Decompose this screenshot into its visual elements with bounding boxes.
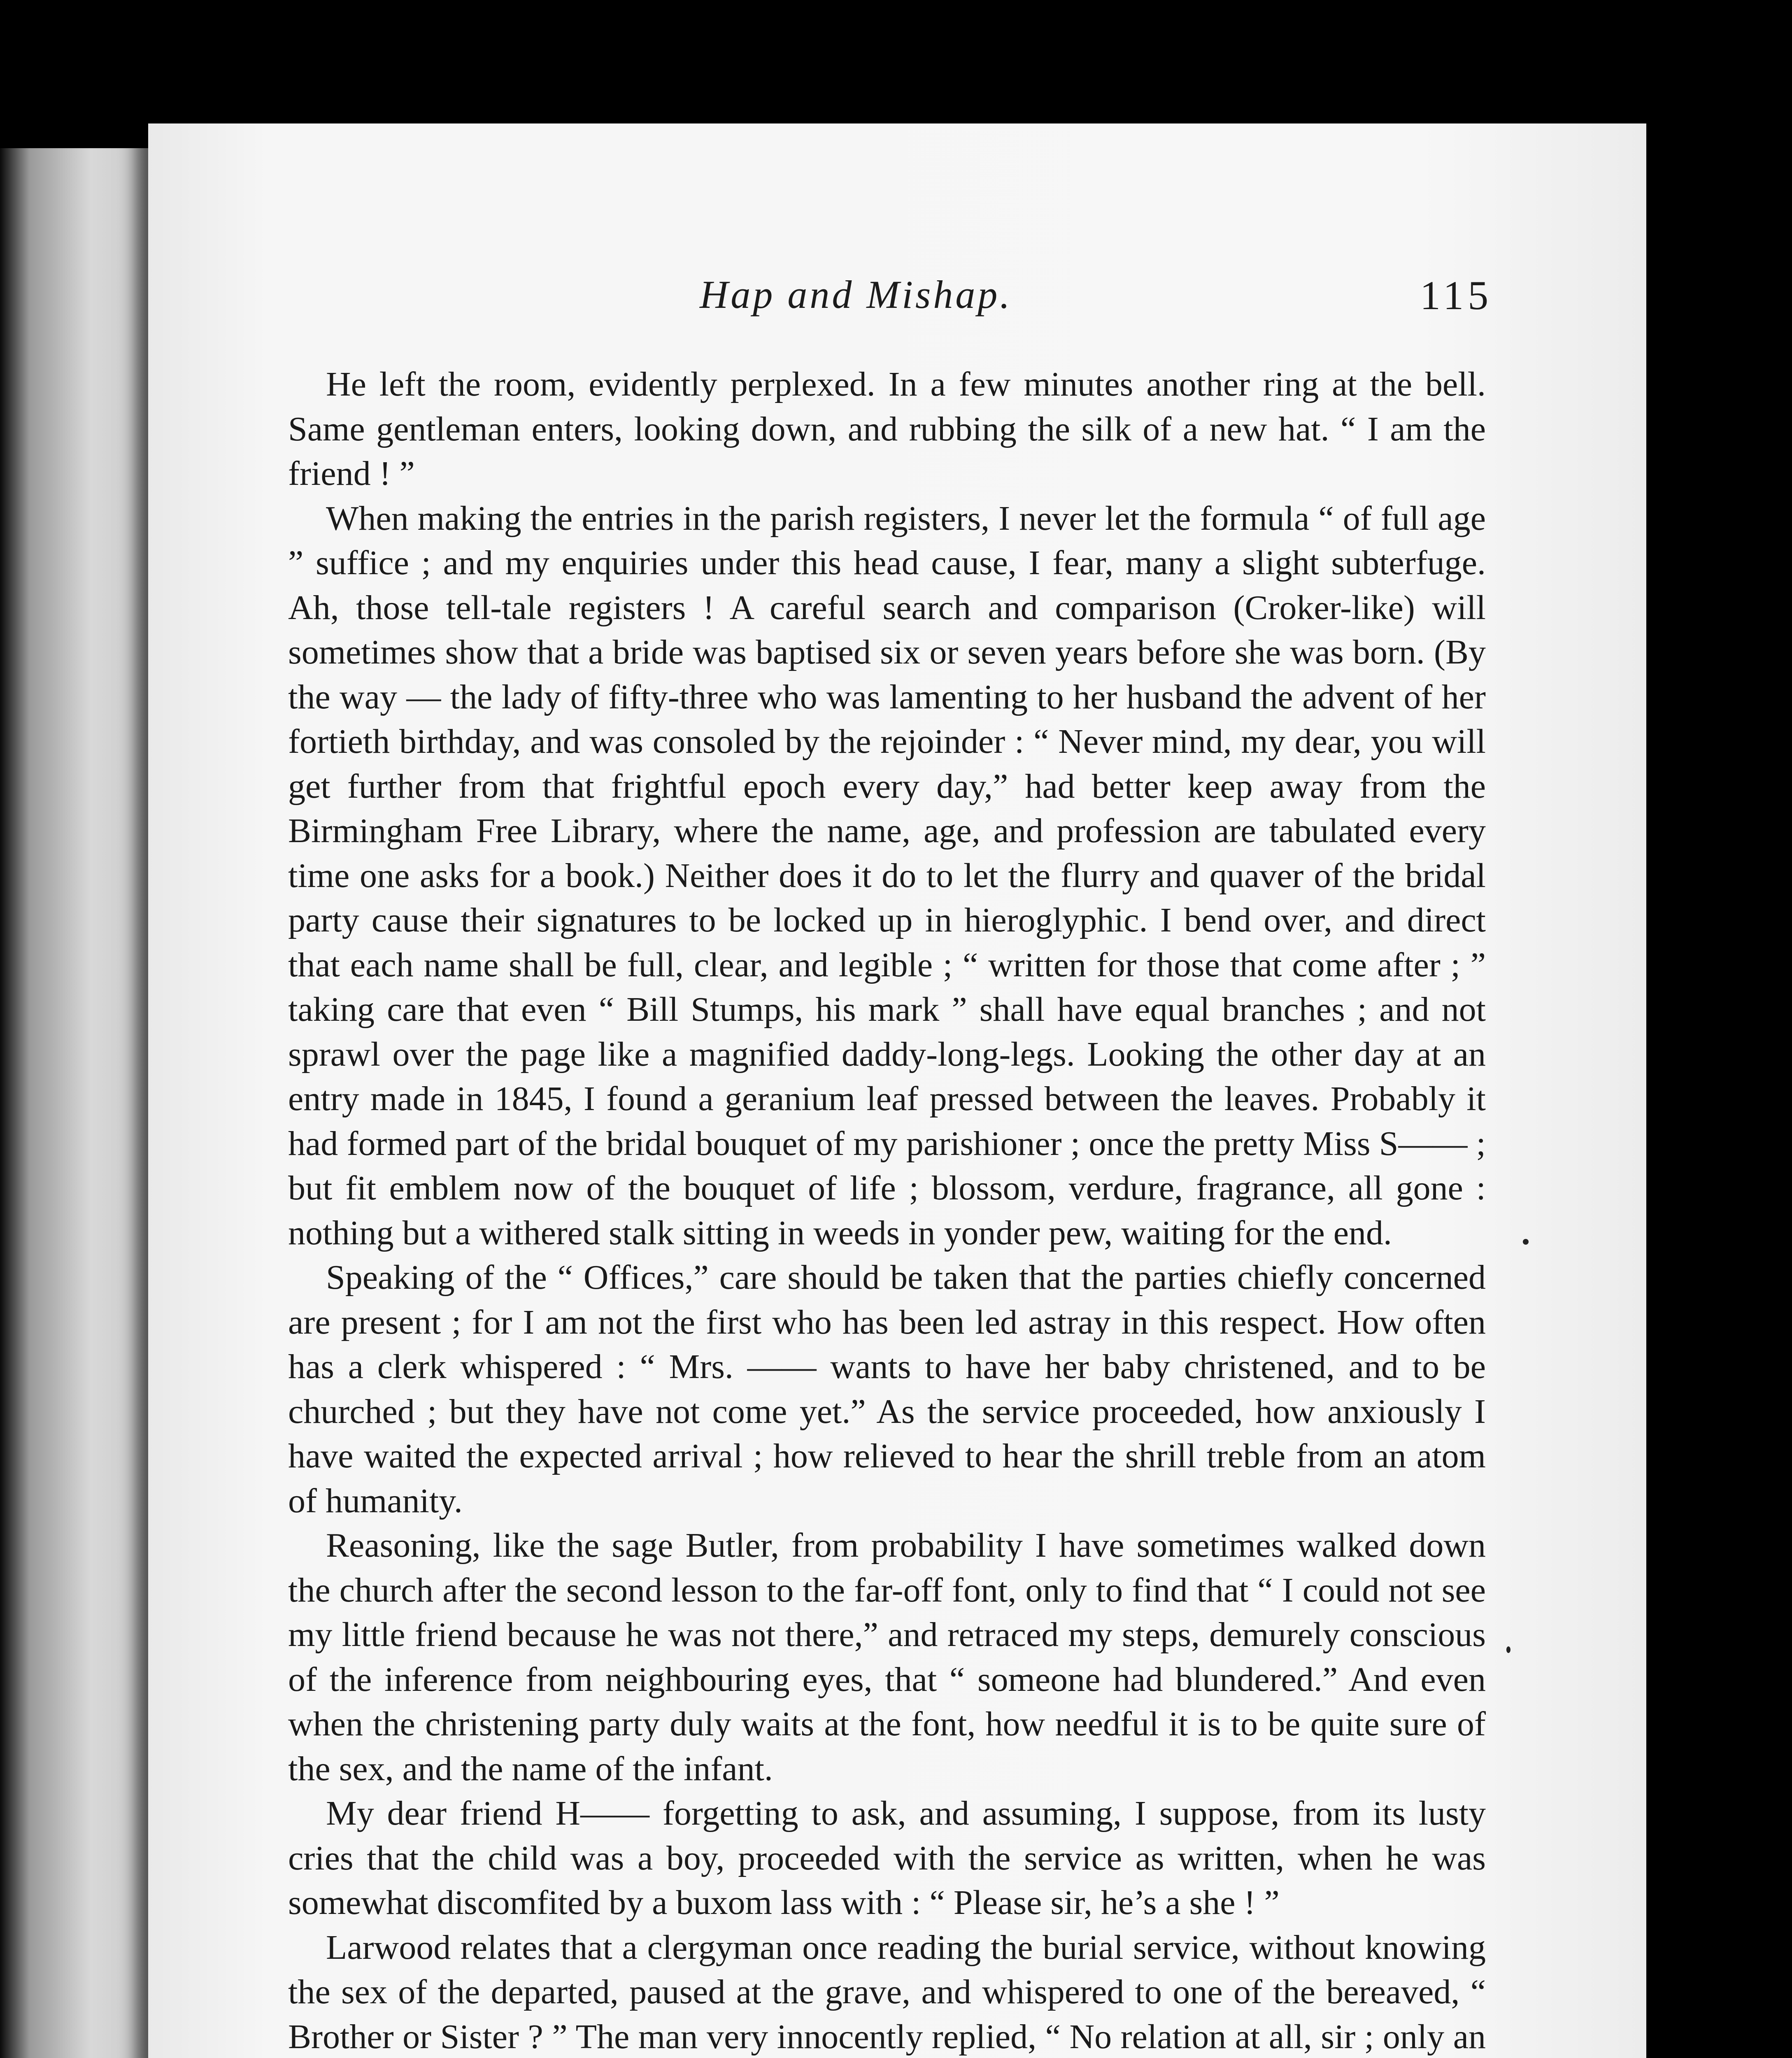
paragraph: When making the entries in the parish registers, I never let the formula “ of full age ” suffice ; and my enquiries under this head cause, I fear, many a slight subterfuge. Ah, those tell-tale registers ! A careful search and comparison (Croker-like) will sometimes show that a bride was baptised six or seven years before she was born. (By the way — the lady of fifty-three who was lamenting to her husband the advent of her fortieth birthday, and was consoled by the rejoinder : “ Never mind, my dear, you will get further from that frightful epoch every day,” had better keep away from the Birmingham Free Library, where the name, age, and profession are tabulated every time one asks for a book.) Neither does it do to let the flurry and quaver of the bridal party cause their signatures to be locked up in hieroglyphic. I bend over, and direct that each name shall be full, clear, and legible ; “ written for those that come after ; ” taking care that even “ Bill Stumps, his mark ” shall have equal branches ; and not sprawl over the page like a magnified daddy-long-legs. Looking the other day at an entry made in 1845, I found a geranium leaf pressed between the leaves. Probably it had formed part of the bridal bouquet of my parishioner ; once the pretty Miss S—— ; but fit emblem now of the bouquet of life ; blossom, verdure, fragrance, all gone : nothing but a withered stalk sitting in weeds in yonder pew, waiting for the end. xyxy=(288,499,1486,1252)
running-title: Hap and Mishap. xyxy=(700,272,1012,317)
body-text xyxy=(288,362,1486,2058)
facing-page-edge xyxy=(0,148,165,2058)
page-number: 115 xyxy=(1420,272,1493,318)
paragraph: My dear friend H—— forgetting to ask, and assuming, I suppose, from its lusty cries that the child was a boy, proceeded with the service as written, when he was somewhat discomfited by a buxom lass with : “ Please sir, he’s a she ! ” xyxy=(288,1794,1486,1922)
paragraph: Speaking of the “ Offices,” care should be taken that the parties chiefly concerned are present ; for I am not the first who has been led astray in this respect. How often has a clerk whispered : “ Mrs. —— wants to have her baby christened, and to be churched ; but they have not come yet.” As the service proceeded, how anxiously I have waited the expected arrival ; how relieved to hear the shrill treble from an atom of humanity. xyxy=(288,1258,1486,1520)
ink-speck xyxy=(1506,1646,1510,1653)
paragraph: Larwood relates that a clergyman once reading the burial service, without knowing the sex of the departed, paused at the grave, and whispered to one of the bereaved, “ Brother or Sister ? ” The man very innocently replied, “ No relation at all, sir ; only an xyxy=(288,1928,1486,2056)
paragraph: Reasoning, like the sage Butler, from probability I have sometimes walked down the church after the second lesson to the far-off font, only to find that “ I could not see my little friend because he was not there,” and retraced my steps, demurely conscious of the inference from neighbouring eyes, that “ someone had blundered.” And even when the christening party duly waits at the font, how needful it is to be quite sure of the sex, and the name of the infant. xyxy=(288,1526,1486,1788)
ink-speck xyxy=(1523,1239,1529,1245)
paragraph: He left the room, evidently perplexed. In a few minutes another ring at the bell. Same gentleman enters, looking down, and rubbing the silk of a new hat. “ I am the friend ! ” xyxy=(288,365,1486,493)
